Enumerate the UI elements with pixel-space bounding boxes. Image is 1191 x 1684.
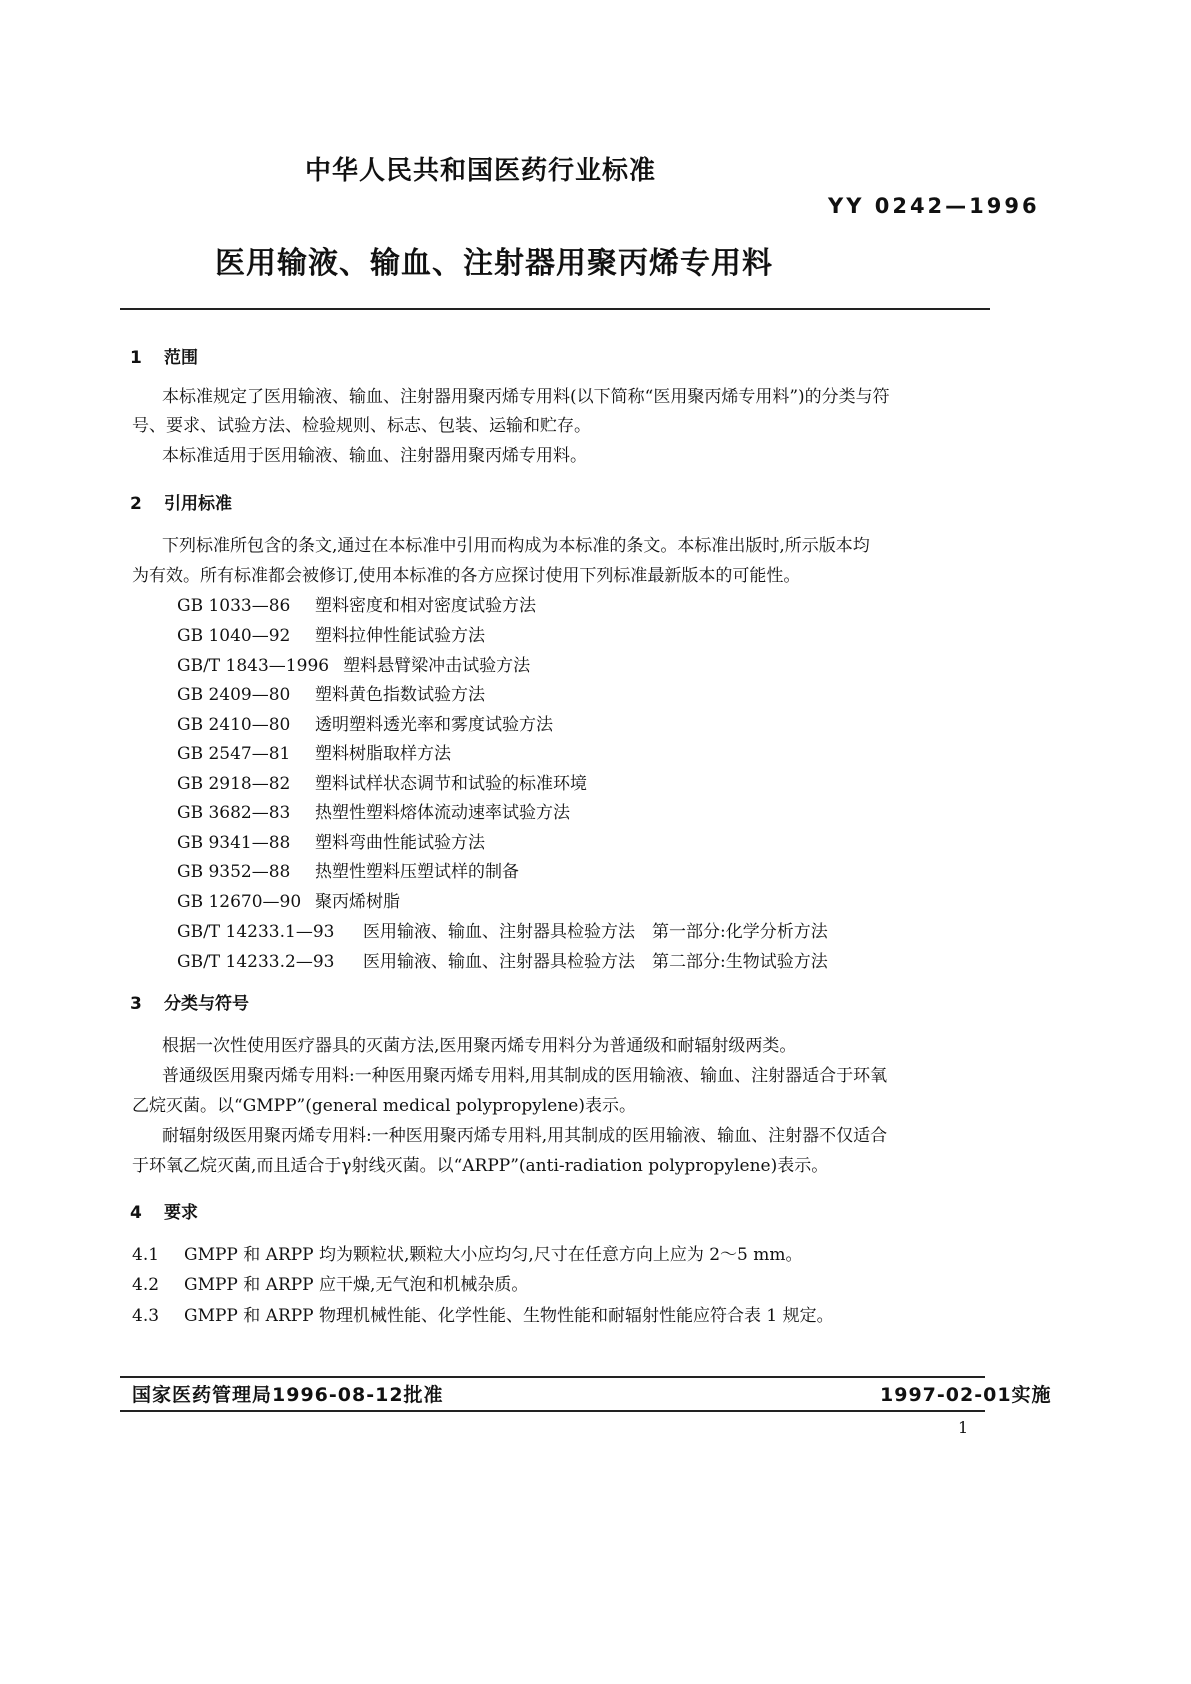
standard-code: YY 0242—1996 — [828, 194, 1040, 218]
reference-item — [177, 828, 485, 853]
reference-code: GB 2547—81 — [177, 744, 291, 764]
reference-item — [177, 857, 519, 882]
reference-title: 塑料试样状态调节和试验的标准环境 — [315, 774, 587, 794]
paragraph: 普通级医用聚丙烯专用料:一种医用聚丙烯专用料,用其制成的医用输液、输血、注射器适合于环氧 — [162, 1066, 888, 1086]
reference-item — [177, 947, 828, 972]
requirement-item — [132, 1240, 803, 1265]
reference-title: 透明塑料透光率和雾度试验方法 — [315, 715, 553, 735]
effective-date: 1997-02-01实施 — [880, 1384, 1052, 1406]
footer-bottom-rule — [120, 1410, 985, 1412]
paragraph: 耐辐射级医用聚丙烯专用料:一种医用聚丙烯专用料,用其制成的医用输液、输血、注射器不仅适合 — [162, 1126, 888, 1146]
reference-item — [177, 680, 485, 705]
paragraph: 下列标准所包含的条文,通过在本标准中引用而构成为本标准的条文。本标准出版时,所示版本均 — [162, 536, 870, 556]
section-4-heading — [130, 1198, 198, 1223]
reference-code: GB 3682—83 — [177, 803, 291, 823]
reference-title: 塑料密度和相对密度试验方法 — [315, 596, 536, 616]
requirement-number: 4.3 — [132, 1306, 160, 1326]
reference-title: 塑料弯曲性能试验方法 — [315, 833, 485, 853]
reference-code: GB 2918—82 — [177, 774, 291, 794]
requirement-number: 4.2 — [132, 1275, 160, 1295]
reference-item — [177, 710, 553, 735]
section-title: 范围 — [164, 348, 198, 368]
approval-line: 国家医药管理局1996-08-12批准 — [132, 1384, 444, 1406]
reference-item — [177, 591, 536, 616]
reference-item — [177, 769, 587, 794]
requirement-item — [132, 1301, 834, 1326]
reference-code: GB/T 14233.1—93 — [177, 922, 335, 942]
section-number: 4 — [130, 1203, 142, 1223]
reference-title: 塑料拉伸性能试验方法 — [315, 626, 485, 646]
header-rule — [120, 308, 990, 310]
reference-code: GB 2410—80 — [177, 715, 291, 735]
reference-title: 塑料悬臂梁冲击试验方法 — [343, 656, 531, 676]
reference-title: 医用输液、输血、注射器具检验方法 第二部分:生物试验方法 — [363, 952, 828, 972]
reference-code: GB/T 14233.2—93 — [177, 952, 335, 972]
paragraph-continuation: 于环氧乙烷灭菌,而且适合于γ射线灭菌。以“ARPP”(anti-radiation polypropylene)表示。 — [132, 1156, 829, 1176]
reference-item — [177, 917, 828, 942]
section-number: 3 — [130, 994, 142, 1014]
requirement-item — [132, 1270, 528, 1295]
paragraph: 本标准规定了医用输液、输血、注射器用聚丙烯专用料(以下简称“医用聚丙烯专用料”)的分类与符 — [162, 387, 890, 407]
reference-code: GB 12670—90 — [177, 892, 302, 912]
section-2-heading — [130, 489, 232, 514]
requirement-text: GMPP 和 ARPP 均为颗粒状,颗粒大小应均匀,尺寸在任意方向上应为 2～5 mm。 — [184, 1245, 803, 1265]
reference-code: GB 9341—88 — [177, 833, 291, 853]
section-number: 1 — [130, 348, 142, 368]
reference-item — [177, 651, 530, 676]
paragraph-continuation: 为有效。所有标准都会被修订,使用本标准的各方应探讨使用下列标准最新版本的可能性。 — [132, 566, 801, 586]
reference-code: GB 9352—88 — [177, 862, 291, 882]
requirement-number: 4.1 — [132, 1245, 160, 1265]
footer-rule — [120, 1376, 985, 1378]
reference-title: 热塑性塑料压塑试样的制备 — [315, 862, 519, 882]
requirement-text: GMPP 和 ARPP 物理机械性能、化学性能、生物性能和耐辐射性能应符合表 1 规定。 — [184, 1306, 834, 1326]
section-title: 要求 — [164, 1203, 198, 1223]
section-1-heading — [130, 343, 198, 368]
page-number: 1 — [958, 1418, 969, 1437]
paragraph: 本标准适用于医用输液、输血、注射器用聚丙烯专用料。 — [162, 446, 587, 466]
reference-item — [177, 621, 485, 646]
reference-title: 聚丙烯树脂 — [315, 892, 400, 912]
paragraph: 根据一次性使用医疗器具的灭菌方法,医用聚丙烯专用料分为普通级和耐辐射级两类。 — [162, 1036, 797, 1056]
reference-title: 塑料树脂取样方法 — [315, 744, 451, 764]
paragraph-continuation: 号、要求、试验方法、检验规则、标志、包装、运输和贮存。 — [132, 416, 591, 436]
section-number: 2 — [130, 494, 142, 514]
reference-item — [177, 739, 451, 764]
reference-title: 医用输液、输血、注射器具检验方法 第一部分:化学分析方法 — [363, 922, 828, 942]
reference-item — [177, 798, 570, 823]
reference-title: 热塑性塑料熔体流动速率试验方法 — [315, 803, 570, 823]
reference-title: 塑料黄色指数试验方法 — [315, 685, 485, 705]
reference-item — [177, 887, 400, 912]
reference-code: GB 1033—86 — [177, 596, 291, 616]
page-title: 医用输液、输血、注射器用聚丙烯专用料 — [215, 246, 773, 281]
paragraph-continuation: 乙烷灭菌。以“GMPP”(general medical polypropylene)表示。 — [132, 1096, 636, 1116]
requirement-text: GMPP 和 ARPP 应干燥,无气泡和机械杂质。 — [184, 1275, 529, 1295]
section-3-heading — [130, 989, 249, 1014]
reference-code: GB 2409—80 — [177, 685, 291, 705]
section-title: 分类与符号 — [164, 994, 249, 1014]
reference-code: GB/T 1843—1996 — [177, 656, 330, 676]
section-title: 引用标准 — [164, 494, 232, 514]
org-title: 中华人民共和国医药行业标准 — [305, 156, 657, 186]
reference-code: GB 1040—92 — [177, 626, 291, 646]
